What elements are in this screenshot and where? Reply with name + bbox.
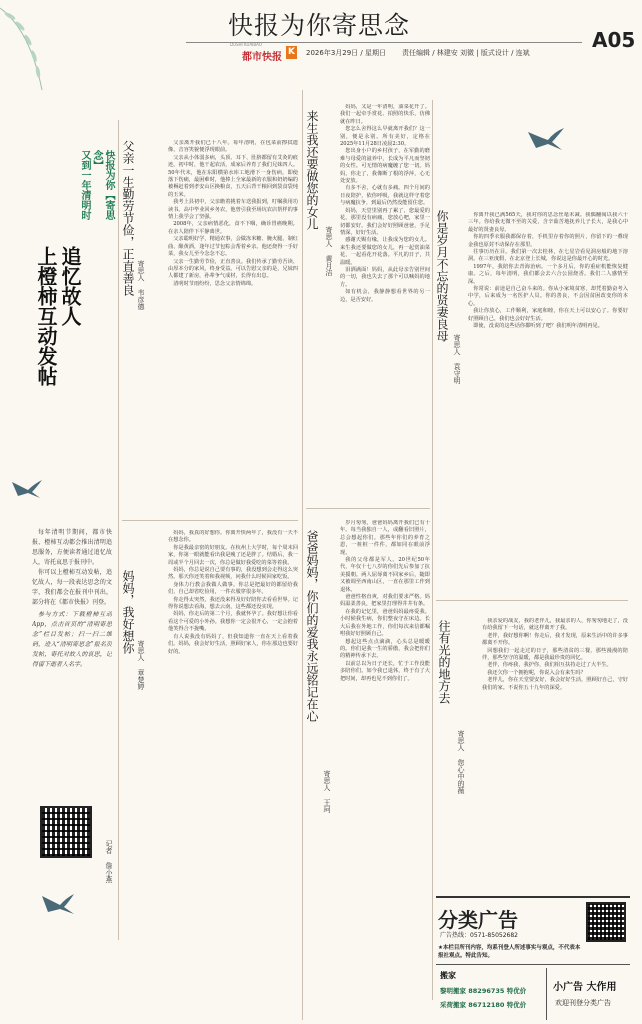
ads-hotline: 广告热线：0571-85052682 — [440, 932, 518, 939]
ads-divider — [436, 964, 630, 965]
row-divider — [122, 520, 298, 521]
row-divider — [436, 600, 628, 601]
ads-qr-code[interactable] — [586, 902, 626, 942]
article-title: 爸爸妈妈，你们的爱我永远铭记在心 — [305, 530, 319, 722]
staff-line: 责任编辑 / 林建安 刘微 | 版式设计 / 连斌 — [402, 49, 530, 57]
article-body: 岁月匆匆，爸爸妈妈离开我们已有十年。每当我独自一人，或翻看旧照片，总会想起你们。那些年你们的养育之恩，一桩桩一件件，都如同在眼前浮现。 我的父母都是军人。20世纪50年代，年仅十七八岁的你们先后参加了抗美援朝。两人屈辱离不回家乡后，随即又被调至西南山区，一直在那里工作到退休。 爸爸性格直爽，对我们要求严格。妈妈温柔善良，把家里打理得井井有条。 在我的记忆里，爸爸妈妈最疼爱我。小时候我生病，你们整夜守在床边。长大后我在外地工作，你们每次来信都嘱咐我好好照顾自己。 想起这些点点滴滴，心头总是暖暖的。你们是我一生的骄傲，我会把你们的精神传承下去。 以前总以为日子还长，忙于工作没能多陪你们。如今我已退休，终于有了大把时间，却再也见不到你们了。 — [340, 520, 430, 682]
article-body: 父亲离开我们已十八年。每年清明，在包菜前擦拭遗像，音容笑貌便浮现眼前。 父亲从小体弱多病，头顶、耳下、肚脐都留有艾灸的痕迹。初中时，他干起农活，成家后养育了我们兄妹四人。50年代末，他在东阳横第水库工地滑下一身伤病，即使落下伤痛，最困难时，他捧上全家最新的衣服和奶奶编的被褥赶着到孝安山区换粮食，五天后背干粮回到袋食袋炖的玉米。 我考上县初中，父亲瞻着挑着车送我报到，叮嘱我用功读书。高中毕业回乡务农，他曾引我至场坑农店帮样的事情上我学会了坚强。 2008年，父亲病情恶化，食不下咽，确诊胃癌晚期。在亲人陪伴下平静离世。 父亲聪明好学，精通农事，会做冻米糖、腌火腿、制红曲、酿黄酒，逢年过节包粽会帮着乡亲。他还烧得一手好菜，我女儿至今念念不忘。 父亲一生勤劳节俭，正直善良。我们传承了勤劳吾读、由厚本分的家风，终身受益。可以告慰父亲的是，兄妹四人都建了新房，孙辈争气成材，长得有出息。 清明时节雨纷纷，思念父亲情绵绵。 — [168, 140, 298, 287]
row-divider — [306, 508, 430, 509]
swallow-icon — [10, 478, 44, 500]
article-author: 寄思人 您心中的薇 — [457, 730, 465, 794]
article-author: 寄思人 王珂 — [323, 770, 331, 813]
article-author: 寄思人 章楚婷 — [137, 640, 145, 690]
intro-qr-code[interactable] — [40, 806, 92, 858]
moving-title: 搬家 — [440, 971, 456, 980]
page-header — [0, 0, 642, 74]
classified-ads — [436, 896, 630, 1020]
reporter-credit: 记者 詹小燕 — [105, 840, 113, 883]
article-author: 寄思人 袁守明 — [453, 334, 461, 384]
article-body: 妈妈，我真的好想你。你离开快两年了，我没有一天不在想念你。 你是我最亲密的好朋友。在杭州上大学时，每个周末回家，你第一眼就能看出我是瘦了还是胖了。结婚后，我一周或半个月回去一次，你总是做好我爱吃的菜等着我。 妈妈，你总是说自己要有事的，我没想到会走得这么突然。那天你还笑着和我视频，问我什么时候回家吃饭。 身体力行教会我做人做事。你总是把最好的都留给我们，自己却省吃俭用，一件衣服穿很多年。 你走得太突然，我还没来得及好好陪你去看看世界。记得你说想去看海，想去云南，这些都还没实现。 妈妈，你走后的第二个月，我就怀孕了。我好想让你看看这个可爱的小外孙。我想你一定会很开心，一定会抱着他笑得合不拢嘴。 有人说我没有妈妈了，但我知道你一直在天上看着我们。妈妈，我会好好生活，照顾好家人，你在那边也要好好的。 — [168, 530, 298, 655]
logo-k-icon: K — [286, 46, 297, 59]
intro-headline: 追忆故人 上橙柿互动发帖 — [34, 246, 82, 386]
ads-title: 分类广告 — [438, 908, 518, 932]
intro-kicker: 快报为你【寄思念】 又到一年清明时 — [79, 150, 114, 220]
ads-note: ★本栏目所刊内容，均系刊登人所述事实与观点，不代表本报社观点。特此告知。 — [438, 945, 581, 959]
article-body: 你离开我已满565天，我对你的思念丝毫未减。我偶翻阅以我六十三年。你给我无微不至的关爱，含辛茹苦地抚养儿子长大，是我心中最好的贤妻良母。 你的四季衣服我都保存着，手机里存着你的照片，你留下的一叠现金我也原封不动保存在那里。 往事历历在目。我们第一次去桂林，在七星岩看见洞房般的地下溶洞。在三亚度假，在北京登上长城，你说这是你最开心的时光。 1997年，我陪你去青海治病。一个多月后，你的重症机能恢复健康。之后，每年清明，我们都会去六合公园烧香。我们二人感情至深。 你常说：前途是自己奋斗来的。你从小家境贫寒，却凭着勤奋考入中学，后来成为一名医护人员。你的善良，不会因贫困改变你的本心。 我让你放心，工作顺利，家庭和睦，你在天上可以安心了。你要好好照顾自己，我们也会好好生活。 即使，没说的这些话你都听到了吧？我们明年清明再见。 — [468, 212, 628, 330]
section-title: 快报为你寄思念 — [228, 11, 411, 40]
article-title: 妈妈，我好想你 — [121, 570, 135, 654]
paper-logo: DUSHI KUAIBAO 都市快报 K — [228, 44, 298, 60]
article-title: 往有光的地方去 — [437, 620, 451, 704]
moving-ad: 采荷搬家 86712180 特优价 — [440, 1001, 527, 1009]
article-title: 来生我还要做您的女儿 — [305, 110, 319, 230]
article-title: 父亲一生勤劳节俭，正直善良 — [121, 140, 135, 296]
column-divider — [432, 100, 433, 1000]
swallow-icon — [40, 892, 76, 916]
article-author: 寄思人 韦彦德 — [137, 260, 145, 310]
article-title: 你是岁月不忘的贤妻良母 — [435, 210, 449, 342]
moving-ad: 黎明搬家 88296735 特优价 — [440, 987, 527, 995]
column-divider — [302, 90, 303, 1020]
article-body: 妈妈，又是一年清明，油菜花开了。我们一起牵手赏花、拍照的快乐，仿佛就在昨日。 您怎么舍得这么早就离开我们？这一别，便是永别。所有美好，定格在2025年11月28日凌晨2:30。 您出身小户的乡村孩子，在军勤的磨难与母爱的滋养中，长成为平凡而坚韧的女性。可无情的病魔缠了您一切。妈妈，你走了，我像断了根的浮萍，心无处安放。 有多不舍，心就有多痛。四个月间的日夜陪护，依你呼吸，我就这样守着您与病魔抗争，到最后仍然没能留住您。 妈妈，天堂里别再了累了，您最爱的花，那里没有病痛，您放心吧，家里一切都安好。我们会好好照顾爸爸，手足情深，好好生活。 感谢天赐有缘，让我成为您的女儿。来生我还要做您的女儿，再一起赏油菜花，一起看花开花落。平凡的日子，共温暖。 泪洒满面！妈妈，从此母亲告别世间的一切，我也失去了那个可以喊妈的地方。 如有机会，我静静想看世界的另一边，是否安好。 — [340, 104, 430, 303]
date-line: 2026年3月29日 / 星期日 — [306, 49, 386, 57]
swallow-icon — [526, 126, 566, 152]
article-body: 我亲爱的战友，我的老伴儿，我最亲的人，你匆匆地走了，没有给我留下一句话，就这样离开了我。 老伴，我好想你啊！你走后，我才发现，原来生活中的许多事都离不开你。 回想我们一起走过的日子，那些清贫的三餐，那些漫漫的陪伴，那些坚守的温暖，都是我最珍贵的回忆。 老伴，你疼我，我护你，我们相互扶持走过了大半生。 我还欠你一个拥抱呢，你说入会有来生吗？ 老伴儿，你在天堂要安好，我会好好生活，照顾好自己，守好我们的家。不说你五十九年的深爱。 — [482, 618, 628, 691]
ads-slogan-box: 小广告 大作用 欢迎刊登分类广告 — [546, 968, 630, 1020]
article-author: 寄思人 黄月洁 — [325, 226, 333, 276]
intro-body: 每年清明节期间，都市快报、橙柿互动都会推出清明追思服务，方便读者通过追忆故人，寄托哀思于报刊中。 你可以上橙柿互动发帖，追忆故人，每一段表达思念的文字，我们都会在报刊中刊出，部分将在《都市快报》刊登。 参与方式：下载橙柿互动App，点击首页的“清明寄思念”栏目发帖；扫一扫二维码，进入“清明寄思念”报名页发帖，寄托对故人的哀思，记得留下逝者人名字。 — [32, 529, 112, 668]
page-number: A05 — [592, 28, 636, 52]
willow-branch-illustration — [0, 0, 80, 90]
column-divider — [118, 120, 119, 940]
